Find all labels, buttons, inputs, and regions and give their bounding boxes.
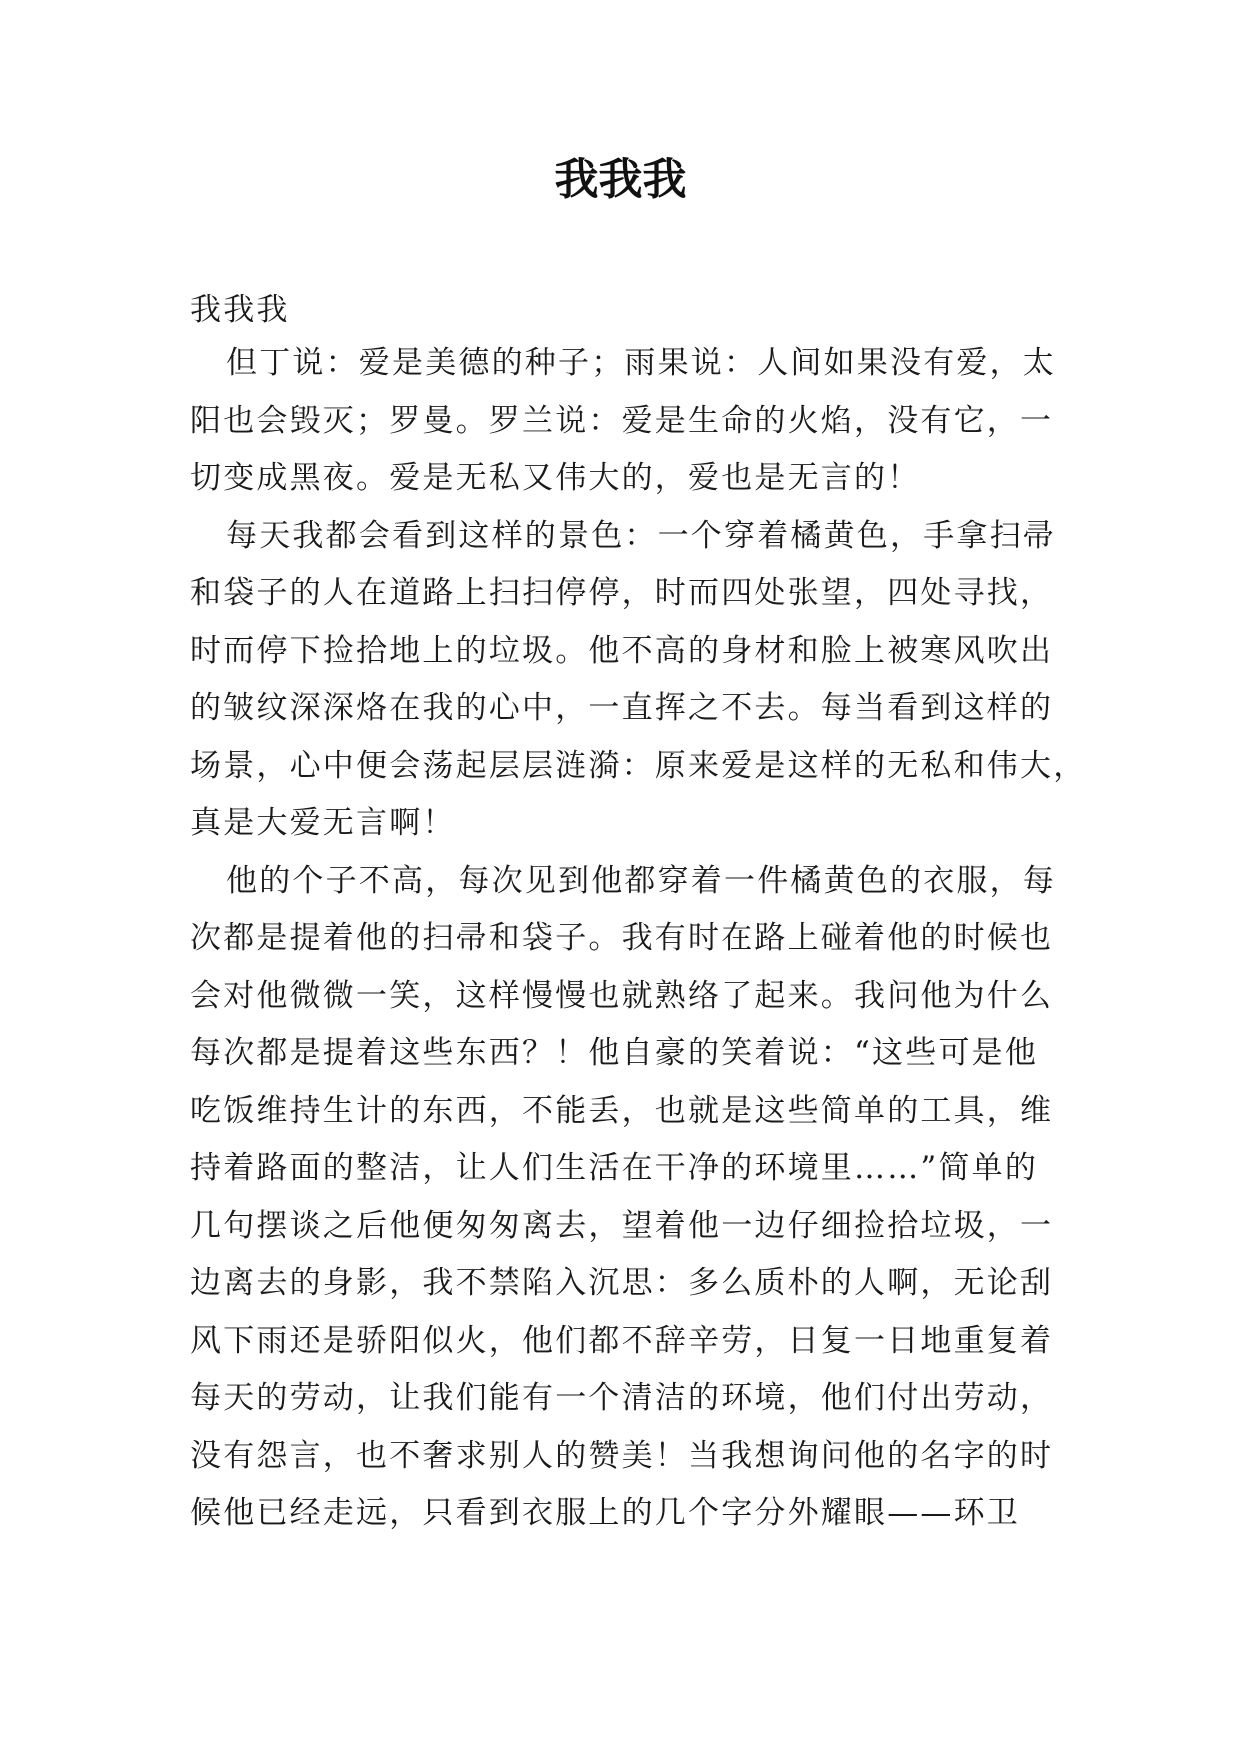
text-line: 边离去的身影，我不禁陷入沉思：多么质朴的人啊，无论刮 [190, 1265, 1054, 1301]
text-line: 每天的劳动，让我们能有一个清洁的环境，他们付出劳动， [190, 1380, 1054, 1416]
text-line: 和袋子的人在道路上扫扫停停，时而四处张望，四处寻找， [190, 575, 1054, 611]
text-line: 没有怨言，也不奢求别人的赞美！当我想询问他的名字的时 [190, 1437, 1054, 1474]
text-line: 的皱纹深深烙在我的心中，一直挥之不去。每当看到这样的 [190, 690, 1054, 726]
text-line: 几句摆谈之后他便匆匆离去，望着他一边仔细捡拾垃圾，一 [190, 1207, 1054, 1244]
text-line: 但丁说：爱是美德的种子；雨果说：人间如果没有爱，太 [226, 345, 1056, 381]
text-line: 切变成黑夜。爱是无私又伟大的，爱也是无言的！ [190, 460, 921, 496]
text-line: 候他已经走远，只看到衣服上的几个字分外耀眼——环卫 [190, 1495, 1020, 1531]
paragraph-1 [190, 335, 1056, 508]
text-line: 场景，心中便会荡起层层涟漪：原来爱是这样的无私和伟大， [190, 747, 1087, 784]
document-title: 我我我 [554, 154, 687, 205]
document-body [190, 285, 1087, 1543]
document-subtitle: 我我我 [190, 292, 290, 328]
text-line: 阳也会毁灭；罗曼。罗兰说：爱是生命的火焰，没有它，一 [190, 402, 1054, 439]
text-line: 吃饭维持生计的东西，不能丢，也就是这些简单的工具，维 [190, 1092, 1054, 1129]
text-line: 每次都是提着这些东西？！他自豪的笑着说：“这些可是他 [190, 1035, 1039, 1071]
text-line: 次都是提着他的扫帚和袋子。我有时在路上碰着他的时候也 [190, 920, 1054, 956]
text-line: 每天我都会看到这样的景色：一个穿着橘黄色，手拿扫帚 [226, 517, 1056, 554]
text-line: 持着路面的整洁，让人们生活在干净的环境里……”简单的 [190, 1150, 1039, 1186]
text-line: 时而停下捡拾地上的垃圾。他不高的身材和脸上被寒风吹出 [190, 632, 1054, 669]
paragraph-3 [190, 853, 1056, 1543]
text-line: 真是大爱无言啊！ [190, 805, 456, 841]
text-line: 风下雨还是骄阳似火，他们都不辞辛劳，日复一日地重复着 [190, 1322, 1054, 1359]
text-line: 会对他微微一笑，这样慢慢也就熟络了起来。我问他为什么 [190, 977, 1054, 1014]
paragraph-2 [190, 508, 1087, 853]
text-line: 他的个子不高，每次见到他都穿着一件橘黄色的衣服，每 [226, 862, 1056, 899]
